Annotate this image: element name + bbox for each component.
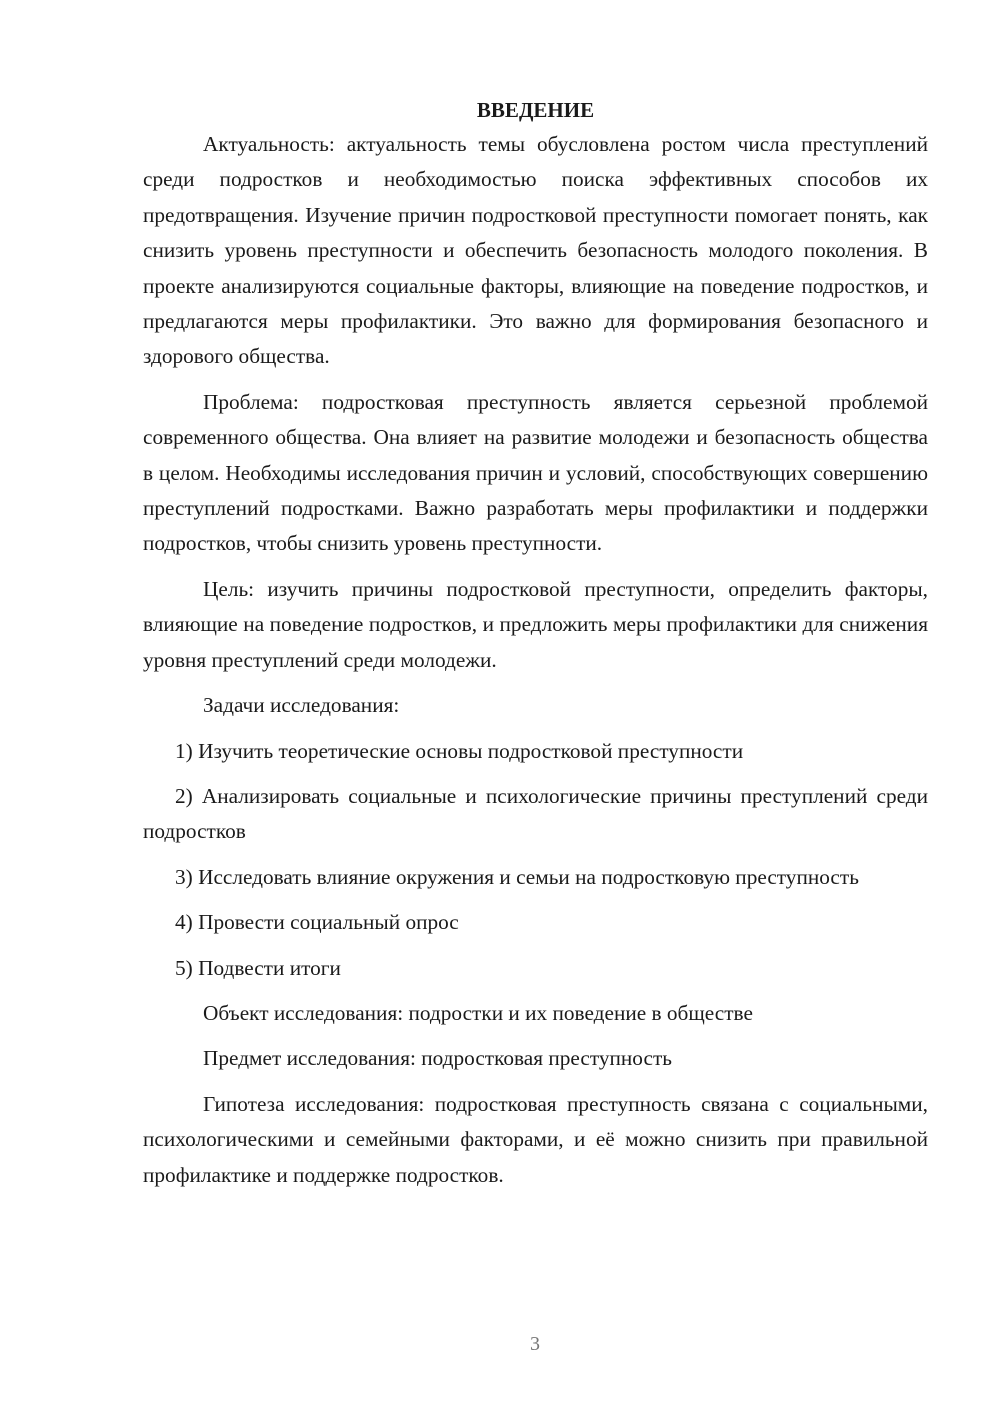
- page-content: [143, 93, 928, 1193]
- section-heading: ВВЕДЕНИЕ: [476, 98, 595, 122]
- task-item: 1) Изучить теоретические основы подростковой преступности: [175, 738, 744, 763]
- paragraph-goal: Цель: изучить причины подростковой преступности, определить факторы, влияющие на поведение подростков, и предложить меры профилактики для снижения уровня преступлений среди молодежи.: [143, 576, 928, 672]
- paragraph-relevance: Актуальность: актуальность темы обусловлена ростом числа преступлений среди подростков и необходимостью поиска эффективных способов их предотвращения. Изучение причин подростковой преступности помогает понять, как снизить уровень преступности и обеспечить безопасность молодого поколения. В проекте анализируются социальные факторы, влияющие на поведение подростков, и предлагаются меры профилактики. Это важно для формирования безопасного и здорового общества.: [143, 132, 928, 369]
- paragraph-hypothesis: Гипотеза исследования: подростковая преступность связана с социальными, психологическими и семейными факторами, и её можно снизить при правильной профилактике и поддержке подростков.: [143, 1091, 928, 1187]
- paragraph-problem: Проблема: подростковая преступность является серьезной проблемой современного общества. Она влияет на развитие молодежи и безопасность общества в целом. Необходимы исследования причин и условий, способствующих совершению преступлений подростками. Важно разработать меры профилактики и поддержки подростков, чтобы снизить уровень преступности.: [143, 389, 928, 556]
- task-item: 3) Исследовать влияние окружения и семьи на подростковую преступность: [175, 864, 859, 889]
- paragraph-subject: Предмет исследования: подростковая преступность: [203, 1046, 672, 1071]
- task-item: 4) Провести социальный опрос: [175, 910, 459, 935]
- paragraph-object: Объект исследования: подростки и их поведение в обществе: [203, 1000, 753, 1025]
- task-item: 2) Анализировать социальные и психологические причины преступлений среди подростков: [143, 783, 928, 844]
- page-number: 3: [530, 1333, 540, 1355]
- paragraph-tasks-intro: Задачи исследования:: [203, 693, 400, 718]
- task-item: 5) Подвести итоги: [175, 955, 341, 980]
